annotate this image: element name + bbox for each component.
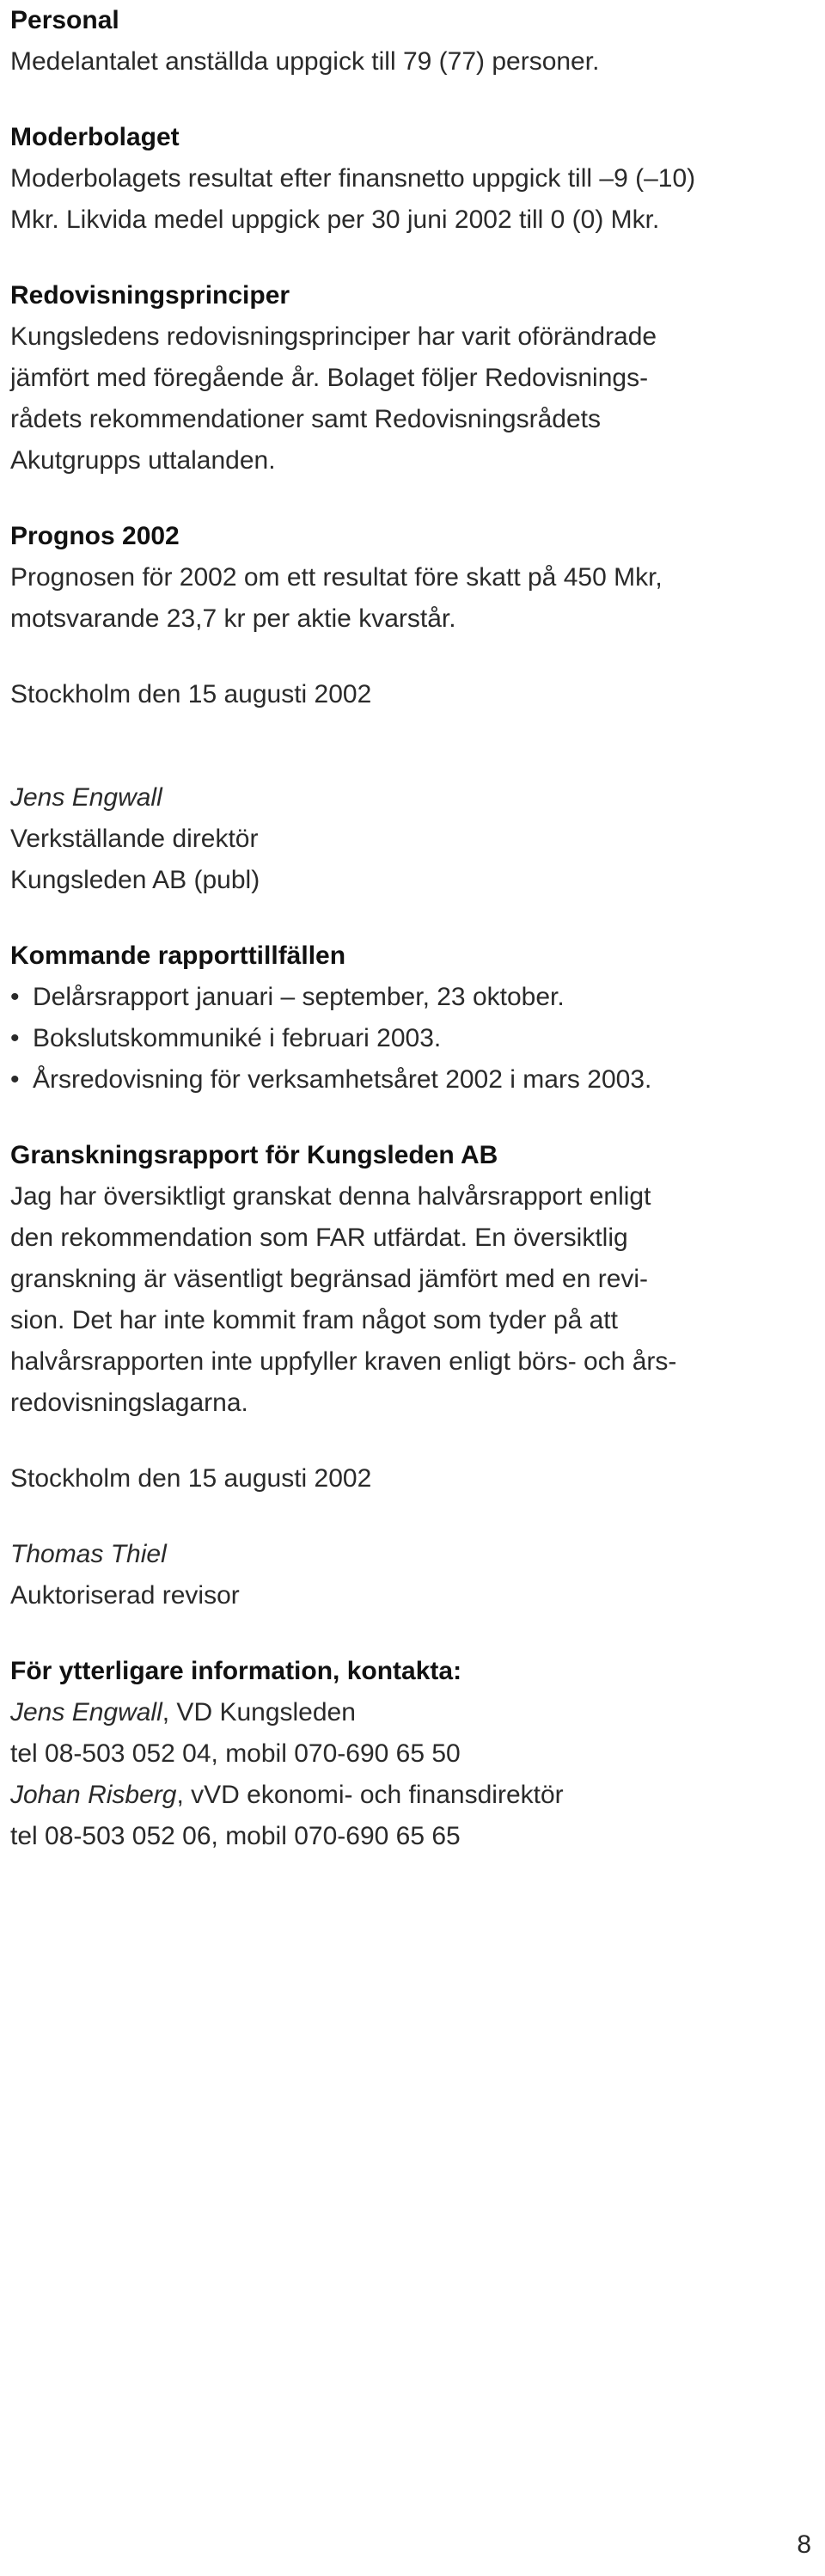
bullet-icon: • xyxy=(10,1024,20,1052)
paragraph-personal xyxy=(10,41,784,83)
section-kommande-rapporter xyxy=(10,935,784,1101)
section-prognos xyxy=(10,516,784,640)
bullet-icon: • xyxy=(10,983,20,1011)
report-dates-list xyxy=(10,977,784,1101)
contact-name: Johan Risberg xyxy=(10,1781,177,1809)
paragraph-line: sion. Det har inte kommit fram något som tyder på att xyxy=(10,1306,618,1334)
place-date: Stockholm den 15 augusti 2002 xyxy=(10,680,372,708)
document-page xyxy=(10,0,784,1857)
paragraph-granskningsrapport xyxy=(10,1176,784,1424)
section-redovisningsprinciper xyxy=(10,275,784,481)
paragraph-line: Moderbolagets resultat efter finansnetto uppgick till –9 (–10) xyxy=(10,164,696,193)
section-moderbolaget xyxy=(10,117,784,241)
paragraph-line: Kungsledens redovisningsprinciper har varit oförändrade xyxy=(10,322,657,351)
paragraph-line: Jag har översiktligt granskat denna halvårsrapport enligt xyxy=(10,1182,651,1211)
paragraph-moderbolaget xyxy=(10,158,784,241)
contact-phone: tel 08-503 052 04, mobil 070-690 65 50 xyxy=(10,1739,461,1768)
section-personal xyxy=(10,0,784,83)
section-kontakt xyxy=(10,1651,784,1857)
paragraph-prognos xyxy=(10,557,784,640)
signatory-title: Verkställande direktör xyxy=(10,825,259,853)
contact-phone: tel 08-503 052 06, mobil 070-690 65 65 xyxy=(10,1822,461,1850)
bullet-icon: • xyxy=(10,1065,20,1094)
paragraph-line: Akutgrupps uttalanden. xyxy=(10,446,276,475)
heading-kommande-rapporter: Kommande rapporttillfällen xyxy=(10,941,346,970)
paragraph-line: halvårsrapporten inte uppfyller kraven enligt börs- och års- xyxy=(10,1347,677,1376)
signatory-company: Kungsleden AB (publ) xyxy=(10,866,260,894)
paragraph-line: redovisningslagarna. xyxy=(10,1389,248,1417)
page-number: 8 xyxy=(797,2530,811,2559)
list-item: • Årsredovisning för verksamhetsåret 2002 i mars 2003. xyxy=(10,1059,784,1101)
list-item: • Delårsrapport januari – september, 23 oktober. xyxy=(10,977,784,1018)
signature-block-ceo xyxy=(10,674,784,901)
heading-personal: Personal xyxy=(10,6,119,34)
contact-role: , vVD ekonomi- och finansdirektör xyxy=(176,1781,564,1809)
list-item: • Bokslutskommuniké i februari 2003. xyxy=(10,1018,784,1059)
paragraph-line: motsvarande 23,7 kr per aktie kvarstår. xyxy=(10,604,456,633)
contact-line xyxy=(10,1692,784,1733)
paragraph-line: rådets rekommendationer samt Redovisningsrådets xyxy=(10,405,601,433)
paragraph-redovisningsprinciper xyxy=(10,316,784,481)
heading-prognos: Prognos 2002 xyxy=(10,522,180,550)
paragraph-line: jämfört med föregående år. Bolaget följer Redovisnings- xyxy=(10,364,649,392)
heading-redovisningsprinciper: Redovisningsprinciper xyxy=(10,281,290,310)
paragraph-line: Mkr. Likvida medel uppgick per 30 juni 2002 till 0 (0) Mkr. xyxy=(10,205,660,234)
heading-kontakt: För ytterligare information, kontakta: xyxy=(10,1657,462,1685)
signatory-title: Auktoriserad revisor xyxy=(10,1581,240,1610)
heading-granskningsrapport: Granskningsrapport för Kungsleden AB xyxy=(10,1141,498,1169)
paragraph-line: den rekommendation som FAR utfärdat. En översiktlig xyxy=(10,1224,628,1252)
contact-name: Jens Engwall xyxy=(10,1698,162,1727)
signatory-name: Jens Engwall xyxy=(10,783,162,812)
heading-moderbolaget: Moderbolaget xyxy=(10,123,180,151)
section-granskningsrapport xyxy=(10,1135,784,1424)
signature-block-auditor xyxy=(10,1458,784,1616)
paragraph-line: granskning är väsentligt begränsad jämfört med en revi- xyxy=(10,1265,649,1293)
signatory-name: Thomas Thiel xyxy=(10,1540,167,1568)
contact-role: , VD Kungsleden xyxy=(162,1698,356,1727)
place-date: Stockholm den 15 augusti 2002 xyxy=(10,1464,372,1493)
paragraph-line: Prognosen för 2002 om ett resultat före skatt på 450 Mkr, xyxy=(10,563,663,592)
contact-line xyxy=(10,1775,784,1816)
paragraph-line: Medelantalet anställda uppgick till 79 (77) personer. xyxy=(10,47,600,76)
